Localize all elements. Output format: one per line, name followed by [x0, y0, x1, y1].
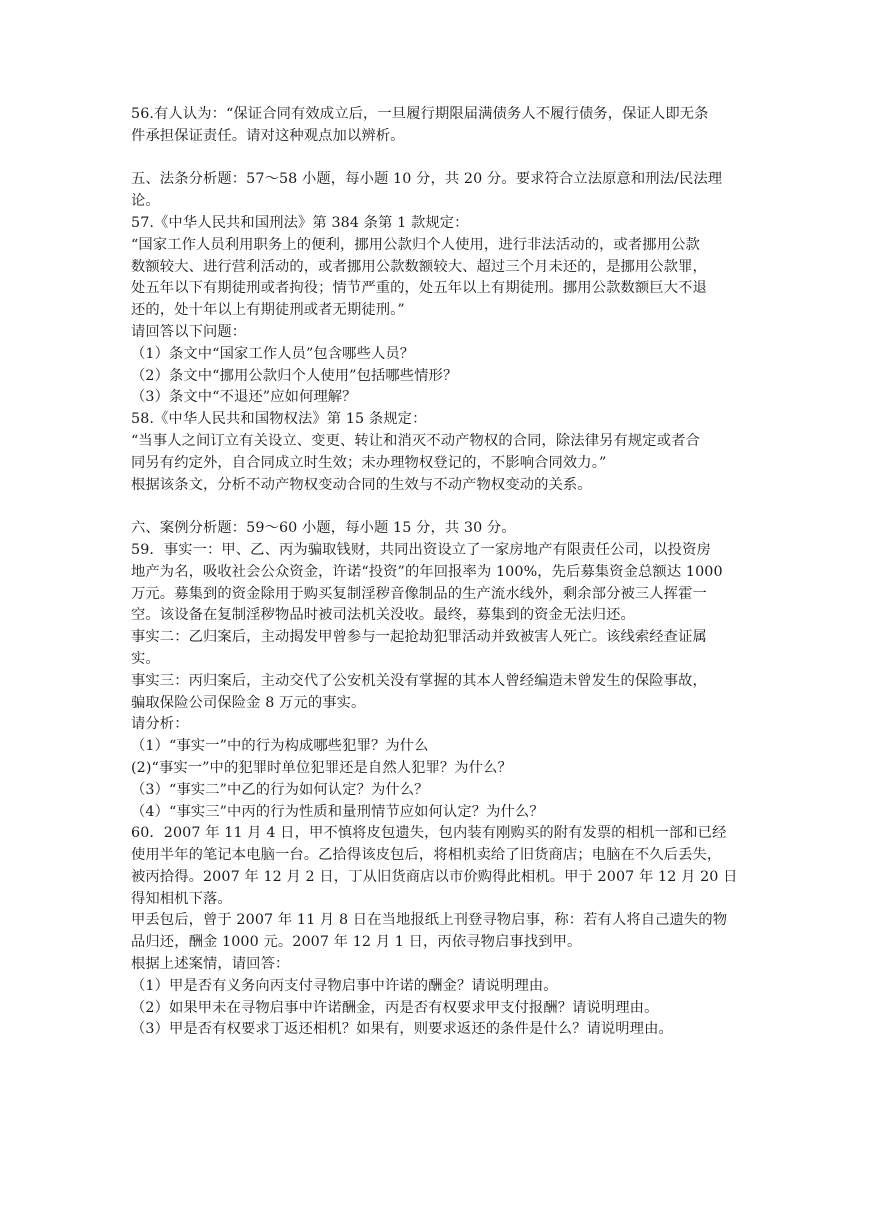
- blank-line: [131, 148, 731, 170]
- blank-line: [131, 496, 731, 518]
- text-line: 请分析：: [131, 716, 189, 733]
- text-line: 58.《中华人民共和国物权法》第 15 条规定：: [131, 411, 427, 428]
- text-line: 数额较大、进行营利活动的，或者挪用公款数额较大、超过三个月未还的，是挪用公款罪，: [131, 258, 707, 275]
- text-line: 56.有人认为：“保证合同有效成立后，一旦履行期限届满债务人不履行债务，保证人即无条: [131, 106, 709, 122]
- text-line: 地产为名，吸收社会公众资金，许诺“投资”的年回报率为 100%，先后募集资金总额达 1000: [131, 563, 723, 580]
- text-line: 请回答以下问题：: [131, 323, 247, 340]
- document-body: [131, 104, 738, 1041]
- text-line: 使用半年的笔记本电脑一台。乙拾得该皮包后，将相机卖给了旧货商店；电脑在不久后丢失，: [131, 847, 722, 864]
- text-line: （1）条文中“国家工作人员”包含哪些人员？: [131, 345, 415, 362]
- text-line: 事实三：丙归案后，主动交代了公安机关没有掌握的其本人曾经编造未曾发生的保险事故，: [131, 672, 707, 689]
- text-line: 根据该条文，分析不动产物权变动合同的生效与不动产物权变动的关系。: [131, 476, 592, 493]
- text-line: 论。: [131, 193, 160, 210]
- text-line: （2）条文中“挪用公款归个人使用”包括哪些情形？: [131, 367, 458, 384]
- text-line: (2)“事实一”中的犯罪时单位犯罪还是自然人犯罪？为什么？: [131, 759, 512, 776]
- text-line: （3）条文中“不退还”应如何理解？: [131, 389, 357, 406]
- text-line: 甲丢包后，曾于 2007 年 11 月 8 日在当地报纸上刊登寻物启事，称：若有人将自己遗失的物: [131, 912, 728, 929]
- text-line: 品归还，酬金 1000 元。2007 年 12 月 1 日，丙依寻物启事找到甲。: [131, 934, 582, 951]
- text-line: 处五年以下有期徒刑或者拘役；情节严重的，处五年以上有期徒刑。挪用公款数额巨大不退: [131, 280, 707, 297]
- text-line: （1）“事实一”中的行为构成哪些犯罪？为什么: [131, 738, 429, 755]
- text-line: （1）甲是否有义务向丙支付寻物启事中许诺的酬金？请说明理由。: [131, 977, 558, 994]
- text-line: （2）如果甲未在寻物启事中许诺酬金，丙是否有权要求甲支付报酬？请说明理由。: [131, 999, 659, 1016]
- text-line: 六、案例分析题：59～60 小题，每小题 15 分，共 30 分。: [131, 520, 516, 537]
- text-line: （3）“事实二”中乙的行为如何认定？为什么？: [131, 781, 429, 798]
- text-line: 60．2007 年 11 月 4 日，甲不慎将皮包遗失，包内装有刚购买的附有发票的相机一部和已经: [131, 825, 727, 842]
- text-line: 根据上述案情，请回答：: [131, 956, 290, 973]
- text-line: （4）“事实三”中丙的行为性质和量刑情节应如何认定？为什么？: [131, 803, 544, 820]
- text-line: 件承担保证责任。请对这种观点加以辨析。: [131, 127, 405, 144]
- text-line: 万元。募集到的资金除用于购买复制淫秽音像制品的生产流水线外，剩余部分被三人挥霍一: [131, 585, 707, 602]
- text-line: 被丙拾得。2007 年 12 月 2 日，丁从旧货商店以市价购得此相机。甲于 2007 年 12 月 20 日: [131, 868, 738, 885]
- text-line: 空。该设备在复制淫秽物品时被司法机关没收。最终，募集到的资金无法归还。: [131, 607, 635, 624]
- text-line: 同另有约定外，自合同成立时生效；未办理物权登记的，不影响合同效力。”: [131, 454, 607, 471]
- text-line: 57.《中华人民共和国刑法》第 384 条第 1 款规定：: [131, 214, 469, 231]
- text-line: 骗取保险公司保险金 8 万元的事实。: [131, 694, 366, 711]
- text-line: （3）甲是否有权要求丁返还相机？如果有，则要求返还的条件是什么？请说明理由。: [131, 1021, 673, 1038]
- text-line: “国家工作人员利用职务上的便利，挪用公款归个人使用，进行非法活动的，或者挪用公款: [131, 236, 700, 253]
- text-line: 实。: [131, 650, 160, 667]
- text-line: 还的，处十年以上有期徒刑或者无期徒刑。”: [131, 302, 405, 319]
- text-line: 五、法条分析题：57～58 小题，每小题 10 分，共 20 分。要求符合立法原意和刑法/民法理: [131, 171, 723, 188]
- text-line: 得知相机下落。: [131, 890, 232, 907]
- text-line: 59．事实一：甲、乙、丙为骗取钱财，共同出资设立了一家房地产有限责任公司，以投资房: [131, 541, 711, 558]
- text-line: “当事人之间订立有关设立、变更、转让和消灭不动产物权的合同，除法律另有规定或者合: [131, 432, 700, 449]
- text-line: 事实二：乙归案后，主动揭发甲曾参与一起抢劫犯罪活动并致被害人死亡。该线索经查证属: [131, 629, 707, 646]
